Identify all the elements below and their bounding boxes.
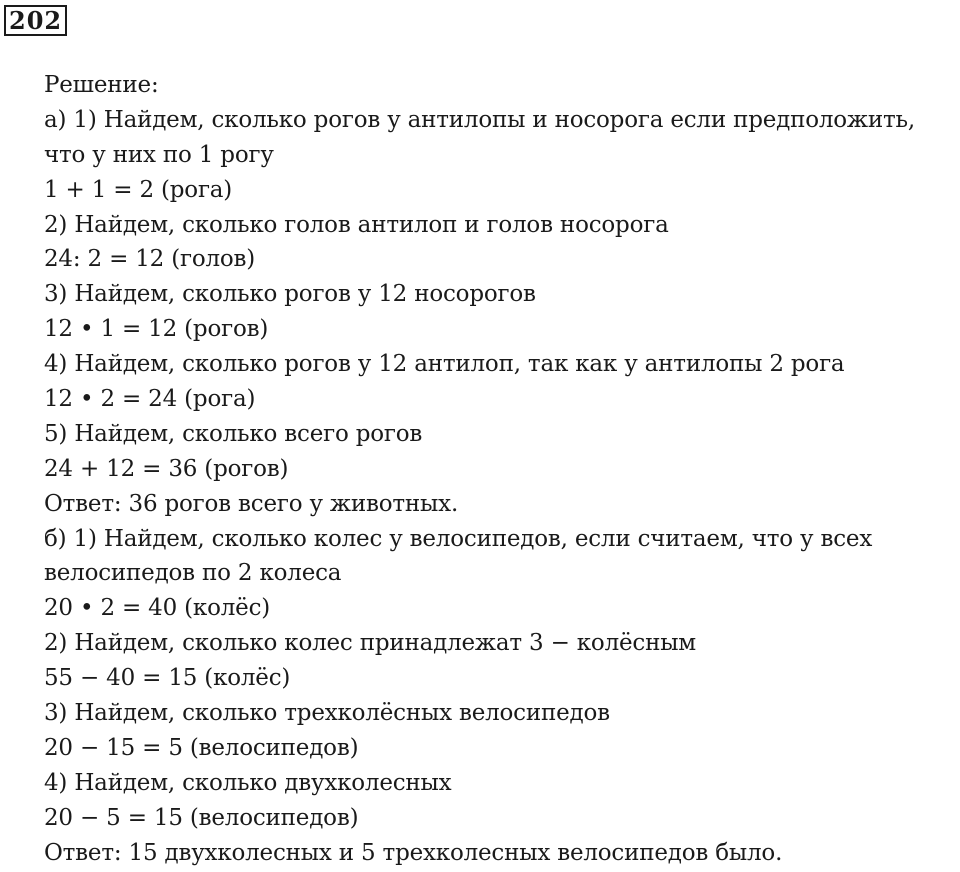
part-a-step-4-equation: 12 • 2 = 24 (рога) <box>44 386 256 413</box>
part-a-step-3-equation: 12 • 1 = 12 (рогов) <box>44 316 269 343</box>
part-b-step-1-equation: 20 • 2 = 40 (колёс) <box>44 595 271 622</box>
part-a-step-1-equation: 1 + 1 = 2 (рога) <box>44 176 233 203</box>
part-a-step-5-equation: 24 + 12 = 36 (рогов) <box>44 455 289 482</box>
part-b-step-1-text: б) 1) Найдем, сколько колес у велосипедов, если считаем, что у всех <box>44 525 873 552</box>
part-b-step-2-text: 2) Найдем, сколько колес принадлежат 3 − колёсным <box>44 630 697 657</box>
part-a-step-3-text: 3) Найдем, сколько рогов у 12 носорогов <box>44 281 536 308</box>
part-b-step-2-equation: 55 − 40 = 15 (колёс) <box>44 665 291 692</box>
part-b-step-4-text: 4) Найдем, сколько двухколесных <box>44 769 452 796</box>
part-b-step-3-text: 3) Найдем, сколько трехколёсных велосипедов <box>44 700 610 727</box>
solution-heading: Решение: <box>44 72 159 98</box>
part-a-step-2-text: 2) Найдем, сколько голов антилоп и голов носорога <box>44 211 669 238</box>
solution-text <box>44 68 956 870</box>
part-a-step-5-text: 5) Найдем, сколько всего рогов <box>44 420 423 447</box>
part-b-answer: Ответ: 15 двухколесных и 5 трехколесных велосипедов было. <box>44 839 783 866</box>
part-b-step-3-equation: 20 − 15 = 5 (велосипедов) <box>44 734 359 761</box>
part-a-step-4-text: 4) Найдем, сколько рогов у 12 антилоп, так как у антилопы 2 рога <box>44 351 845 378</box>
part-a-step-1-text: а) 1) Найдем, сколько рогов у антилопы и носорога если предположить, <box>44 106 915 133</box>
part-a-step-2-equation: 24: 2 = 12 (голов) <box>44 246 256 273</box>
part-b-step-1-text-cont: велосипедов по 2 колеса <box>44 560 342 587</box>
part-a-answer: Ответ: 36 рогов всего у животных. <box>44 490 459 517</box>
part-a-step-1-text-cont: что у них по 1 рогу <box>44 141 274 168</box>
problem-number-box: 202 <box>4 5 67 36</box>
part-b-step-4-equation: 20 − 5 = 15 (велосипедов) <box>44 804 359 831</box>
